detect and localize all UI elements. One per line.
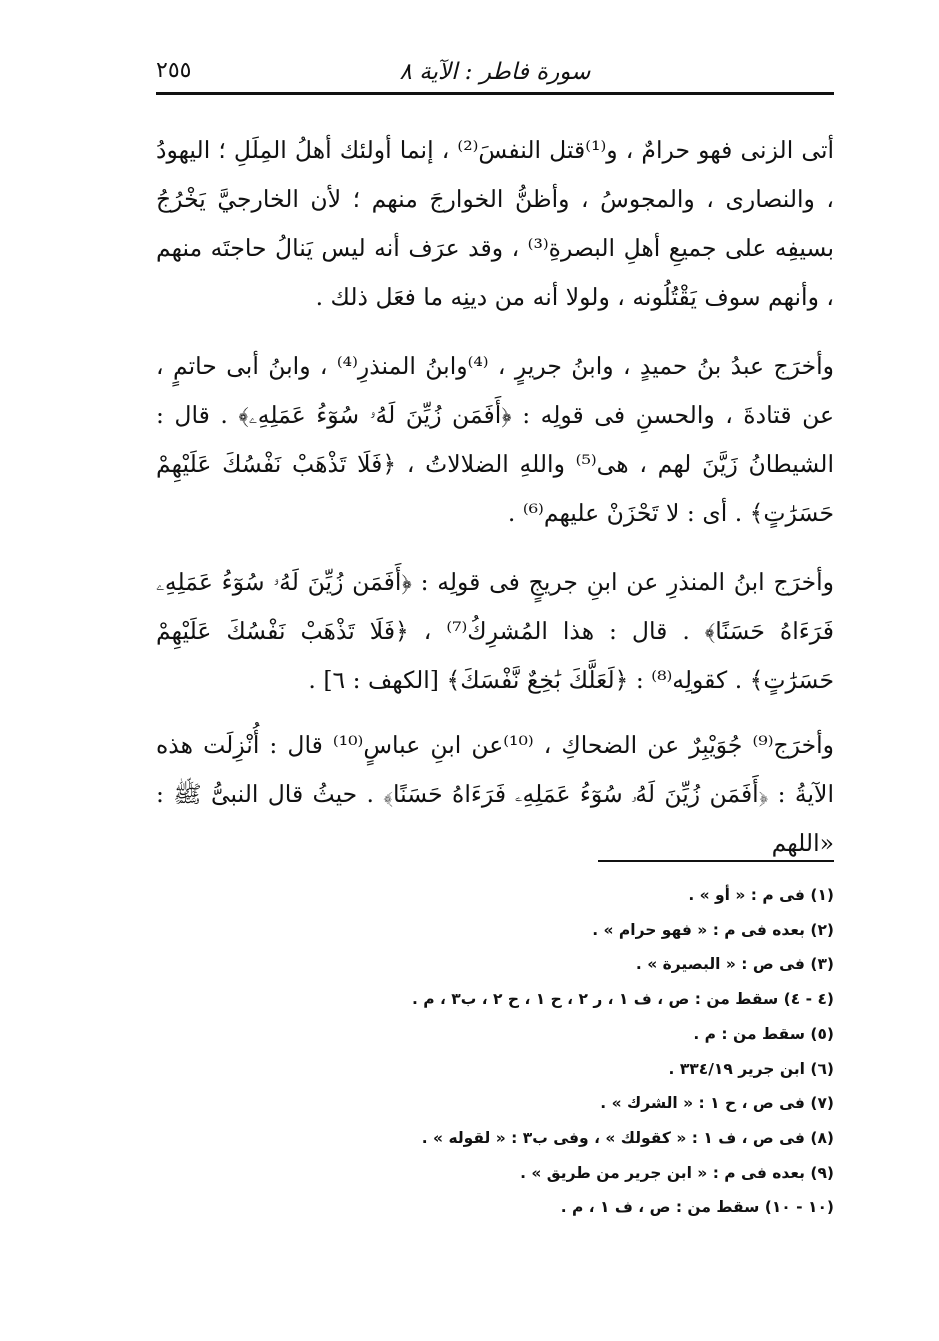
paragraph: وأخرَج ابنُ المنذرِ عن ابنِ جريجٍ فى قولِه : ﴿أَفَمَن زُيِّنَ لَهُۥ سُوٓءُ عَمَلِهِۦ فَرَءَاهُ حَسَنًا﴾ . قال : هذا المُشرِكُ⁽⁷⁾ ، ﴿فَلَا تَذْهَبْ نَفْسُكَ عَلَيْهِمْ حَسَرَٰتٍ﴾ . كقولِه⁽⁸⁾ : ﴿لَعَلَّكَ بَٰخِعٌ نَّفْسَكَ﴾ [الكهف : ٦] .	[156, 568, 835, 694]
header-divider	[156, 92, 834, 95]
footnote: (٥) سقط من : م .	[693, 1024, 834, 1043]
footnote: (٩) بعده فى م : « ابن جرير من طريق » .	[520, 1163, 834, 1182]
paragraph: وأخرَج⁽⁹⁾ جُوَيْبِرٌ عن الضحاكِ ، ⁽¹⁰⁾عن ابنِ عباسٍ⁽¹⁰⁾ قال : أُنْزِلَت هذه الآيةُ : ﴿أَفَمَن زُيِّنَ لَهُۥ سُوٓءُ عَمَلِهِۦ فَرَءَاهُ حَسَنًا﴾ . حيثُ قال النبىُّ ﷺ : «اللهم	[156, 731, 834, 857]
footnote: (٧) فى ص ، ح ١ : « الشرك » .	[600, 1094, 834, 1113]
footnote: (١٠ - ١٠) سقط من : ص ، ف ١ ، م .	[560, 1198, 834, 1217]
main-text	[156, 126, 834, 888]
header-title: سورة فاطر : الآية ٨	[399, 59, 591, 85]
footnote: (٣) فى ص : « البصيرة » .	[635, 955, 834, 974]
paragraph: أتى الزنى فهو حرامٌ ، و⁽¹⁾قتل النفسَ⁽²⁾ ، إنما أولئك أهلُ المِلَلِ ؛ اليهودُ ، والنصارى ، والمجوسُ ، وأظنُّ الخوارجَ منهم ؛ لأن الخارجيَّ يَخْرُجُ بسيفِه على جميعِ أهلِ البصرةِ⁽³⁾ ، وقد عرَف أنه ليس يَنالُ حاجتَه منهم ، وأنهم سوف يَقْتُلُونه ، ولولا أنه من دينِه ما فعَل ذلك .	[156, 136, 835, 311]
footnote-divider	[598, 860, 834, 862]
footnote: (٦) ابن جرير ٣٣٤/١٩ .	[668, 1059, 834, 1078]
footnote: (٤ - ٤) سقط من : ص ، ف ١ ، ر ٢ ، ح ١ ، ح ٢ ، ب٣ ، م .	[411, 990, 834, 1009]
footnote: (٢) بعده فى م : « فهو حرام » .	[592, 920, 834, 939]
paragraph: وأخرَج عبدُ بنُ حميدٍ ، وابنُ جريرٍ ، ⁽⁴⁾وابنُ المنذرِ⁽⁴⁾ ، وابنُ أبى حاتمٍ ، عن قتادةَ ، والحسنِ فى قولِه : ﴿أَفَمَن زُيِّنَ لَهُۥ سُوٓءُ عَمَلِهِۦ﴾ . قال : الشيطانُ زَيَّنَ لهم ، هى⁽⁵⁾ واللهِ الضلالاتُ ، ﴿فَلَا تَذْهَبْ نَفْسُكَ عَلَيْهِمْ حَسَرَٰتٍ﴾ . أى : لا تَحْزَنْ عليهم⁽⁶⁾ .	[156, 352, 834, 527]
footnote: (١) فى م : « أو » .	[688, 886, 834, 904]
footnote: (٨) فى ص ، ف ١ : « كقولك » ، وفى ب٣ : « لقوله » .	[421, 1128, 834, 1147]
page-number: ٢٥٥	[156, 58, 192, 83]
running-header	[156, 52, 834, 92]
footnotes	[156, 878, 834, 1225]
